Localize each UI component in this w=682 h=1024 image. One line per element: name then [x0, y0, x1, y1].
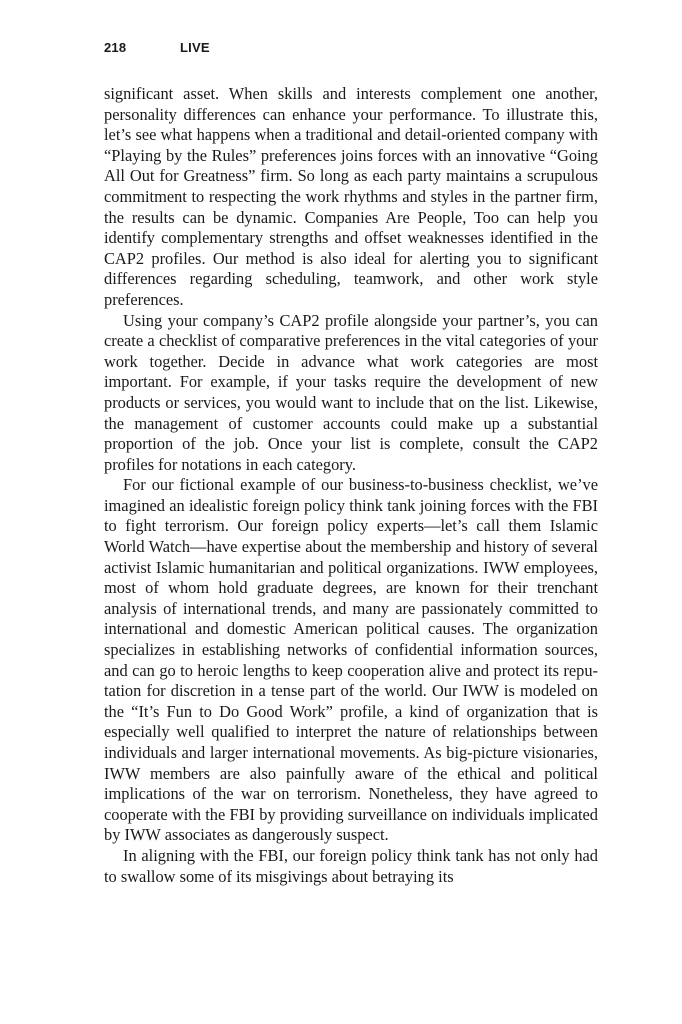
paragraph: In aligning with the FBI, our foreign policy think tank has not only had to swallow some of its misgivings about betraying its — [104, 845, 598, 886]
running-head — [104, 40, 210, 55]
page-number: 218 — [104, 40, 127, 55]
paragraph: For our fictional example of our business-to-business checklist, we’ve imagined an idealistic foreign policy think tank joining forces with the FBI to fight terrorism. Our foreign policy experts—let’s call them Islamic World Watch—have expertise about the membership and history of several activist Islamic humanitarian and political organizations. IWW employees, most of whom hold graduate degrees, are known for their trenchant analysis of international trends, and many are passionately committed to international and domestic American political causes. The organization specializes in establishing networks of confidential information sources, and can go to heroic lengths to keep cooperation alive and protect its reputation for discretion in a tense part of the world. Our IWW is modeled on the “It’s Fun to Do Good Work” profile, a kind of organization that is especially well qualified to interpret the nature of relationships between individuals and larger international movements. As big-picture visionaries, IWW members are also painfully aware of the ethical and political implications of the war on terrorism. Nonetheless, they have agreed to cooperate with the FBI by providing surveillance on individuals implicated by IWW associates as dangerously suspect. — [104, 475, 598, 845]
running-title: LIVE — [180, 40, 210, 55]
paragraph-continued: significant asset. When skills and interests complement one another, personality differences can enhance your performance. To illustrate this, let’s see what happens when a traditional and detail-oriented company with “Playing by the Rules” preferences joins forces with an innovative “Going All Out for Greatness” firm. So long as each party maintains a scrupulous commitment to respecting the work rhythms and styles in the partner firm, the results can be dynamic. Companies Are People, Too can help you identify complementary strengths and offset weaknesses identified in the CAP2 profiles. Our method is also ideal for alerting you to significant differences regarding scheduling, teamwork, and other work style preferences. — [104, 84, 598, 309]
paragraph: Using your company’s CAP2 profile alongside your partner’s, you can create a checklist of comparative preferences in the vital categories of your work together. Decide in advance what work categories are most important. For example, if your tasks require the development of new products or services, you would want to include that on the list. Likewise, the management of customer accounts could make up a substantial proportion of the job. Once your list is complete, consult the CAP2 profiles for notations in each category. — [104, 310, 598, 474]
body-text — [104, 84, 598, 887]
